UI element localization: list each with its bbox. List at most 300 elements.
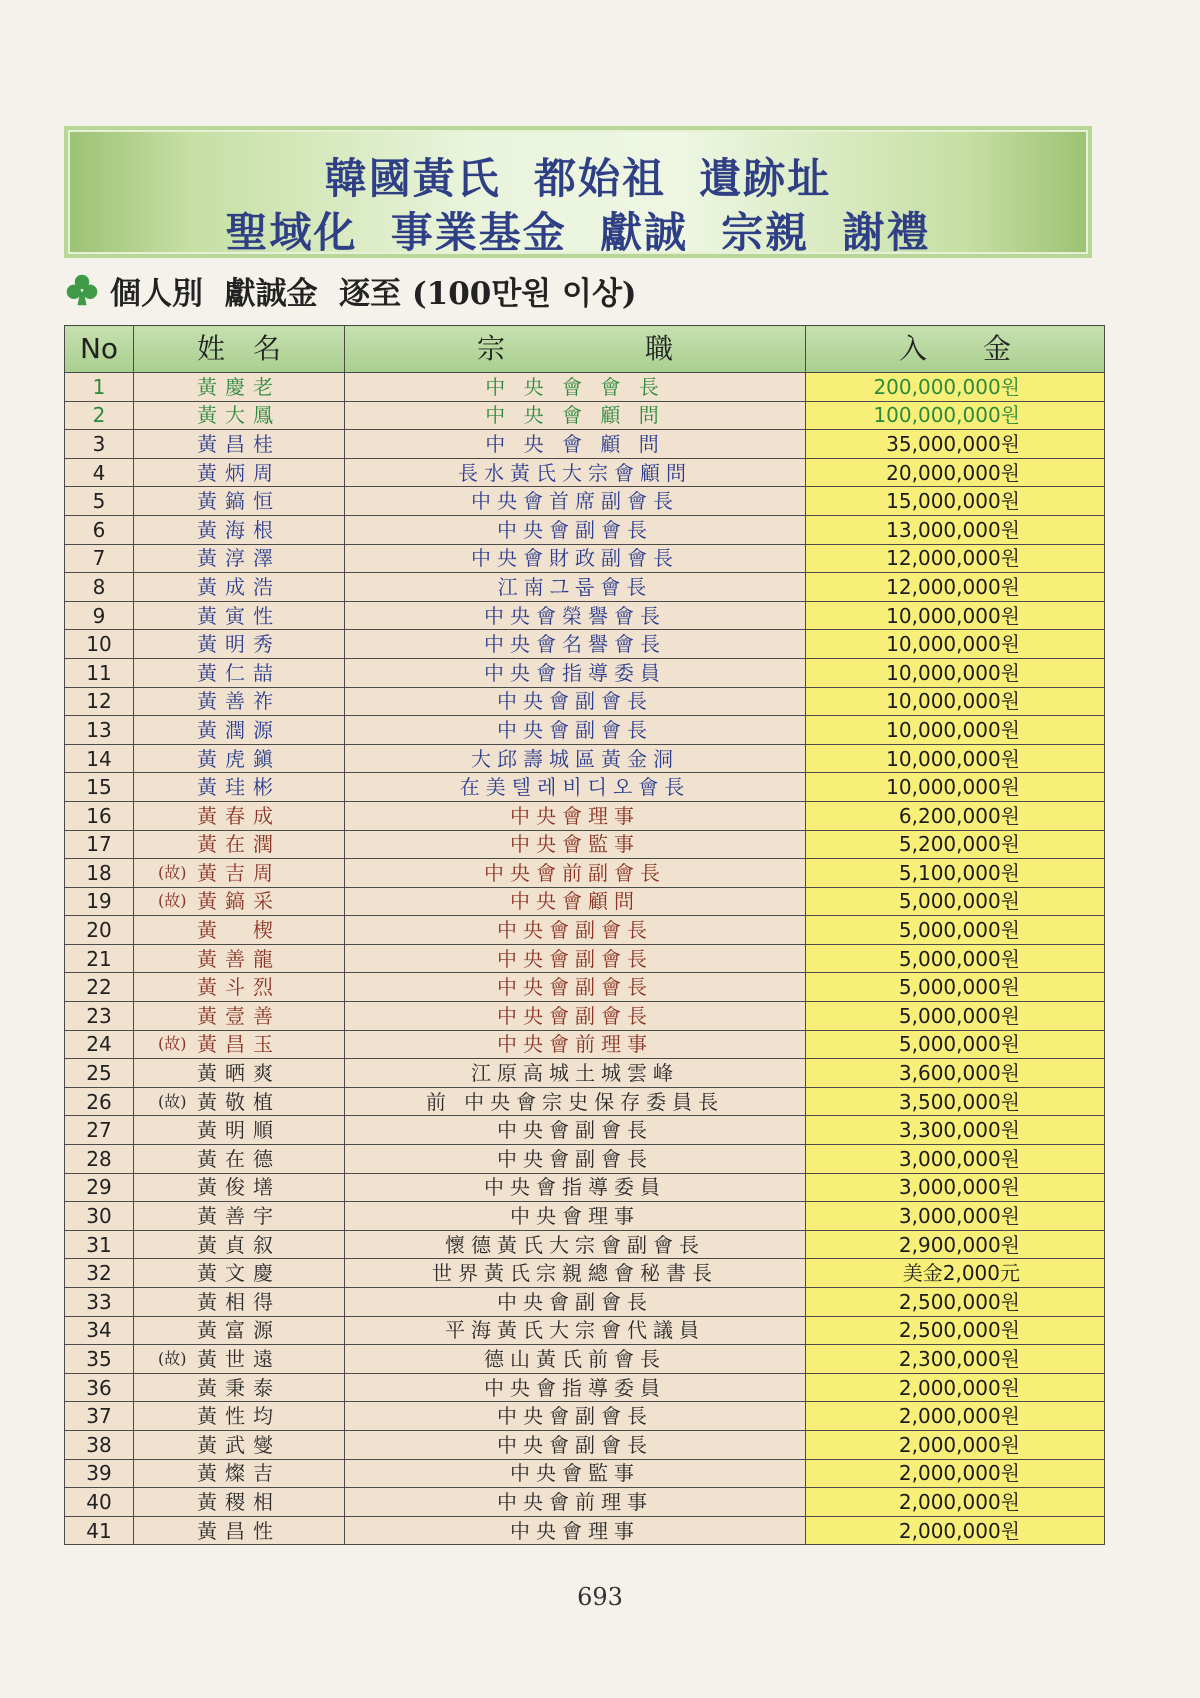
position-cell [345,1230,806,1259]
donation-amount: 5,000,000원 [806,916,1105,945]
table-row [65,1002,1105,1031]
table-row [65,859,1105,888]
row-number: 19 [65,887,134,916]
donor-name-cell [134,716,345,745]
donor-name-cell [134,630,345,659]
donor-name-cell [134,658,345,687]
donor-position: 中央會副會長 [497,1289,653,1314]
header-no: No [65,326,134,373]
donor-position: 中 央 會 會 長 [485,374,665,399]
donor-name: 黃晒爽 [197,1061,281,1086]
position-cell [345,859,806,888]
row-number: 28 [65,1145,134,1174]
position-cell [345,1459,806,1488]
table-row [65,1030,1105,1059]
row-number: 40 [65,1488,134,1517]
position-cell [345,1430,806,1459]
table-row [65,1116,1105,1145]
donation-amount: 200,000,000원 [806,373,1105,402]
donor-name-cell [134,573,345,602]
table-row [65,573,1105,602]
row-number: 22 [65,973,134,1002]
donation-amount: 2,000,000원 [806,1516,1105,1545]
row-number: 24 [65,1030,134,1059]
donor-name-cell [134,515,345,544]
donor-position: 中央會副會長 [497,918,653,943]
position-cell [345,1516,806,1545]
donor-position: 中央會副會長 [497,1118,653,1143]
donation-amount: 100,000,000원 [806,401,1105,430]
donor-name-cell [134,1087,345,1116]
deceased-mark: (故) [158,891,187,911]
donor-position: 中央會財政副會長 [471,546,679,571]
donation-amount: 美金2,000元 [806,1259,1105,1288]
row-number: 21 [65,944,134,973]
table-row [65,944,1105,973]
donor-position: 中央會副會長 [497,717,653,742]
table-row [65,458,1105,487]
donor-name-cell [134,916,345,945]
donation-amount: 2,000,000원 [806,1488,1105,1517]
position-cell [345,1373,806,1402]
donor-name-cell [134,544,345,573]
donor-name-cell [134,859,345,888]
donation-amount: 10,000,000원 [806,716,1105,745]
table-row [65,515,1105,544]
table-row [65,1402,1105,1431]
position-cell [345,830,806,859]
donor-name-cell [134,1316,345,1345]
donor-position: 中央會指導委員 [484,1175,666,1200]
donor-name: 黃炳周 [197,460,281,485]
position-cell [345,1259,806,1288]
donor-position: 中央會副會長 [497,517,653,542]
donor-name: 黃稷相 [197,1489,281,1514]
row-number: 10 [65,630,134,659]
row-number: 15 [65,773,134,802]
table-row [65,1516,1105,1545]
row-number: 37 [65,1402,134,1431]
donor-name: 黃秉泰 [197,1375,281,1400]
row-number: 14 [65,744,134,773]
donation-amount: 10,000,000원 [806,773,1105,802]
donor-name-cell [134,1402,345,1431]
row-number: 20 [65,916,134,945]
row-number: 8 [65,573,134,602]
donor-position: 中央會副會長 [497,1432,653,1457]
donor-position: 中央會副會長 [497,689,653,714]
table-header-row [65,326,1105,373]
donation-amount: 10,000,000원 [806,687,1105,716]
donor-position: 中央會理事 [510,1518,640,1543]
donor-position: 中央會理事 [510,803,640,828]
donor-name: 黃 楔 [197,918,281,943]
row-number: 27 [65,1116,134,1145]
table-row [65,1345,1105,1374]
donor-name: 黃明秀 [197,632,281,657]
table-row [65,887,1105,916]
donor-name: 黃善宇 [197,1204,281,1229]
donor-name: 黃明順 [197,1118,281,1143]
donor-name-cell [134,458,345,487]
position-cell [345,1087,806,1116]
donor-name-cell [134,1230,345,1259]
position-cell [345,801,806,830]
title-line-1: 韓國黃氏 都始祖 遺跡址 [324,154,832,203]
donor-name-cell [134,887,345,916]
donation-amount: 2,500,000원 [806,1288,1105,1317]
table-row [65,630,1105,659]
title-line-2: 聖域化 事業基金 獻誠 宗親 謝禮 [225,208,931,257]
table-row [65,601,1105,630]
donor-position: 中央會名譽會長 [484,632,666,657]
donor-name-cell [134,1345,345,1374]
donor-name: 黃善龍 [197,946,281,971]
position-cell [345,1116,806,1145]
table-row [65,801,1105,830]
donor-position: 平海黃氏大宗會代議員 [445,1318,705,1343]
position-cell [345,658,806,687]
position-cell [345,430,806,459]
donor-position: 前 中央會宗史保存委員長 [425,1089,725,1114]
row-number: 36 [65,1373,134,1402]
row-number: 16 [65,801,134,830]
donation-amount: 2,300,000원 [806,1345,1105,1374]
position-cell [345,1402,806,1431]
donor-position: 中 央 會 顧 問 [485,431,665,456]
donor-name: 黃吉周 [197,860,281,885]
donor-name: 黃淳澤 [197,546,281,571]
deceased-mark: (故) [158,1348,187,1368]
row-number: 2 [65,401,134,430]
donation-amount: 3,600,000원 [806,1059,1105,1088]
table-row [65,716,1105,745]
donation-amount: 3,300,000원 [806,1116,1105,1145]
row-number: 39 [65,1459,134,1488]
donor-position: 中央會監事 [510,832,640,857]
position-cell [345,916,806,945]
table-row [65,658,1105,687]
donor-name: 黃武燮 [197,1432,281,1457]
donor-name-cell [134,401,345,430]
donor-name: 黃善祚 [197,689,281,714]
position-cell [345,1345,806,1374]
donation-amount: 5,000,000원 [806,1030,1105,1059]
row-number: 25 [65,1059,134,1088]
row-number: 35 [65,1345,134,1374]
donor-position: 長水黃氏大宗會顧問 [458,460,692,485]
donation-amount: 3,000,000원 [806,1202,1105,1231]
donation-amount: 2,000,000원 [806,1373,1105,1402]
position-cell [345,1173,806,1202]
donor-name-cell [134,430,345,459]
donor-name: 黃昌玉 [197,1032,281,1057]
donor-position: 中央會首席副會長 [471,489,679,514]
donor-position: 江南그룹會長 [497,574,653,599]
table-row [65,1430,1105,1459]
row-number: 29 [65,1173,134,1202]
donor-name: 黃大鳳 [197,403,281,428]
donation-amount: 5,000,000원 [806,887,1105,916]
table-row [65,1488,1105,1517]
donor-name: 黃寅性 [197,603,281,628]
row-number: 13 [65,716,134,745]
donor-name: 黃富源 [197,1318,281,1343]
donor-name: 黃海根 [197,517,281,542]
table-row [65,401,1105,430]
donor-name-cell [134,1459,345,1488]
row-number: 41 [65,1516,134,1545]
section-heading [64,268,637,312]
deceased-mark: (故) [158,862,187,882]
donor-name: 黃俊墡 [197,1175,281,1200]
donor-position: 中央會副會長 [497,1404,653,1429]
position-cell [345,544,806,573]
row-number: 38 [65,1430,134,1459]
position-cell [345,1059,806,1088]
donor-name: 黃慶老 [197,374,281,399]
position-cell [345,1288,806,1317]
donor-table [64,325,1105,1545]
donor-name-cell [134,801,345,830]
donor-name: 黃相得 [197,1289,281,1314]
position-cell [345,401,806,430]
header-position: 宗 職 [345,326,806,373]
donor-name: 黃春成 [197,803,281,828]
title-banner [64,126,1092,258]
row-number: 7 [65,544,134,573]
donor-name-cell [134,601,345,630]
donor-name-cell [134,1002,345,1031]
section-heading-text: 個人別 獻誠金 逐至 (100만원 이상) [110,275,637,312]
row-number: 1 [65,373,134,402]
table-row [65,373,1105,402]
position-cell [345,487,806,516]
donation-amount: 2,900,000원 [806,1230,1105,1259]
donor-name: 黃昌桂 [197,431,281,456]
row-number: 30 [65,1202,134,1231]
donor-name: 黃斗烈 [197,975,281,1000]
table-row [65,916,1105,945]
donation-amount: 2,000,000원 [806,1402,1105,1431]
donor-position: 中央會副會長 [497,1146,653,1171]
table-row [65,1145,1105,1174]
donor-name-cell [134,1202,345,1231]
position-cell [345,773,806,802]
donation-amount: 5,000,000원 [806,944,1105,973]
donor-position: 中央會監事 [510,1461,640,1486]
donor-name-cell [134,1373,345,1402]
donor-name-cell [134,373,345,402]
donor-name-cell [134,1259,345,1288]
donor-name-cell [134,1516,345,1545]
donor-name-cell [134,1030,345,1059]
row-number: 26 [65,1087,134,1116]
donor-position: 中央會副會長 [497,946,653,971]
donation-amount: 2,000,000원 [806,1459,1105,1488]
position-cell [345,373,806,402]
position-cell [345,687,806,716]
donor-position: 中央會前副會長 [484,860,666,885]
donor-name-cell [134,744,345,773]
donor-name: 黃鎬采 [197,889,281,914]
donor-name-cell [134,1116,345,1145]
table-row [65,1373,1105,1402]
donor-name: 黃昌性 [197,1518,281,1543]
donor-name: 黃壹善 [197,1003,281,1028]
row-number: 18 [65,859,134,888]
table-row [65,487,1105,516]
donation-amount: 5,000,000원 [806,973,1105,1002]
row-number: 32 [65,1259,134,1288]
donor-name: 黃世遠 [197,1346,281,1371]
donation-amount: 12,000,000원 [806,573,1105,602]
donor-position: 中 央 會 顧 問 [485,403,665,428]
table-row [65,1316,1105,1345]
donor-position: 中央會副會長 [497,975,653,1000]
table-row [65,1059,1105,1088]
donor-name: 黃在潤 [197,832,281,857]
table-row [65,687,1105,716]
donor-position: 江原高城土城雲峰 [471,1061,679,1086]
position-cell [345,1030,806,1059]
row-number: 3 [65,430,134,459]
donor-position: 中央會副會長 [497,1003,653,1028]
row-number: 33 [65,1288,134,1317]
table-row [65,1087,1105,1116]
donor-name-cell [134,1059,345,1088]
donor-name-cell [134,773,345,802]
position-cell [345,1145,806,1174]
page-number: 693 [577,1583,623,1611]
table-row [65,1288,1105,1317]
row-number: 17 [65,830,134,859]
donor-position: 中央會顧問 [510,889,640,914]
table-row [65,744,1105,773]
donor-name-cell [134,830,345,859]
header-amount: 入 金 [806,326,1105,373]
donor-name: 黃虎鎭 [197,746,281,771]
club-icon [64,272,100,308]
position-cell [345,601,806,630]
table-row [65,773,1105,802]
position-cell [345,973,806,1002]
donor-name: 黃在德 [197,1146,281,1171]
donor-name: 黃鎬恒 [197,489,281,514]
position-cell [345,630,806,659]
donor-name: 黃成浩 [197,574,281,599]
position-cell [345,716,806,745]
donor-position: 懷德黃氏大宗會副會長 [445,1232,705,1257]
position-cell [345,1002,806,1031]
donation-amount: 3,500,000원 [806,1087,1105,1116]
donor-name: 黃貞叙 [197,1232,281,1257]
donor-name-cell [134,1173,345,1202]
table-row [65,973,1105,1002]
row-number: 4 [65,458,134,487]
table-row [65,1259,1105,1288]
deceased-mark: (故) [158,1091,187,1111]
donor-position: 大邱壽城區黃金洞 [471,746,679,771]
donor-name-cell [134,973,345,1002]
donor-name-cell [134,1145,345,1174]
donation-amount: 3,000,000원 [806,1173,1105,1202]
donation-amount: 35,000,000원 [806,430,1105,459]
table-row [65,544,1105,573]
row-number: 9 [65,601,134,630]
donor-name: 黃敬植 [197,1089,281,1114]
donation-amount: 13,000,000원 [806,515,1105,544]
row-number: 11 [65,658,134,687]
donation-amount: 12,000,000원 [806,544,1105,573]
donor-position: 中央會前理事 [497,1032,653,1057]
donor-position: 中央會指導委員 [484,660,666,685]
position-cell [345,1488,806,1517]
donor-name: 黃仁喆 [197,660,281,685]
donation-amount: 5,200,000원 [806,830,1105,859]
donor-name-cell [134,944,345,973]
donation-amount: 3,000,000원 [806,1145,1105,1174]
donor-name-cell [134,487,345,516]
donation-amount: 15,000,000원 [806,487,1105,516]
table-row [65,1230,1105,1259]
donor-name-cell [134,1288,345,1317]
table-row [65,1459,1105,1488]
donor-name-cell [134,687,345,716]
table-row [65,1202,1105,1231]
position-cell [345,744,806,773]
donor-position: 中央會前理事 [497,1489,653,1514]
deceased-mark: (故) [158,1034,187,1054]
donation-amount: 5,000,000원 [806,1002,1105,1031]
donor-name: 黃潤源 [197,717,281,742]
donation-amount: 2,000,000원 [806,1430,1105,1459]
position-cell [345,944,806,973]
donor-name: 黃珪彬 [197,775,281,800]
row-number: 12 [65,687,134,716]
donor-name: 黃性均 [197,1404,281,1429]
row-number: 34 [65,1316,134,1345]
donor-position: 中央會指導委員 [484,1375,666,1400]
donor-position: 中央會榮譽會長 [484,603,666,628]
donor-position: 德山黃氏前會長 [484,1346,666,1371]
row-number: 5 [65,487,134,516]
position-cell [345,458,806,487]
position-cell [345,887,806,916]
position-cell [345,573,806,602]
donation-amount: 20,000,000원 [806,458,1105,487]
position-cell [345,1316,806,1345]
donor-name-cell [134,1430,345,1459]
donation-amount: 10,000,000원 [806,658,1105,687]
position-cell [345,515,806,544]
donation-amount: 10,000,000원 [806,601,1105,630]
donor-position: 世界黃氏宗親總會秘書長 [432,1261,718,1286]
table-row [65,430,1105,459]
donor-name-cell [134,1488,345,1517]
donor-name: 黃燦吉 [197,1461,281,1486]
position-cell [345,1202,806,1231]
row-number: 6 [65,515,134,544]
donor-position: 在美텔레비디오會長 [459,775,691,800]
donation-amount: 2,500,000원 [806,1316,1105,1345]
table-row [65,830,1105,859]
row-number: 23 [65,1002,134,1031]
donation-amount: 10,000,000원 [806,744,1105,773]
donor-position: 中央會理事 [510,1204,640,1229]
donation-amount: 5,100,000원 [806,859,1105,888]
table-row [65,1173,1105,1202]
